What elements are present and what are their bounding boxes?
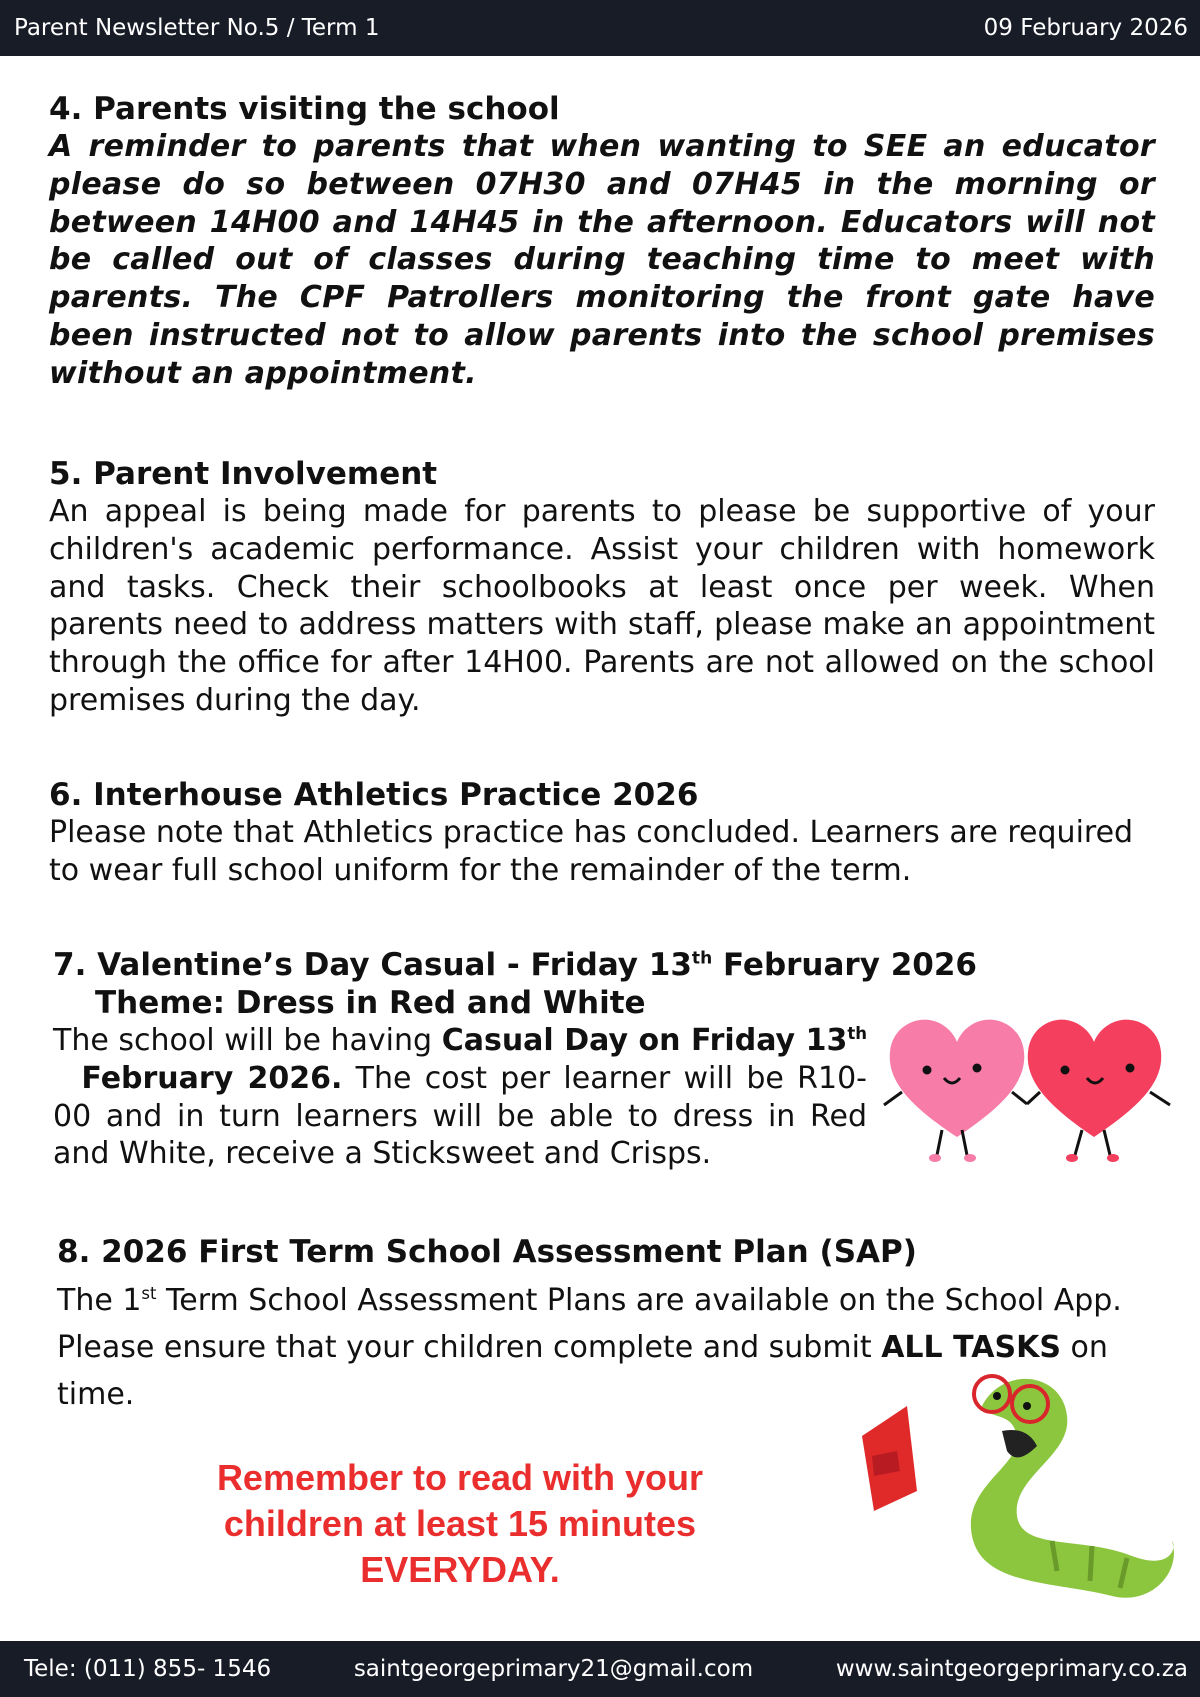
reading-reminder	[160, 1455, 760, 1593]
body-bold: February 2026.	[53, 1060, 343, 1096]
newsletter-date: 09 February 2026	[983, 15, 1188, 41]
heading-text: 7. Valentine’s Day Casual - Friday 13	[53, 947, 692, 983]
section-heading: 8. 2026 First Term School Assessment Plan (SAP)	[57, 1234, 917, 1270]
footer-website[interactable]: www.saintgeorgeprimary.co.za	[835, 1656, 1188, 1682]
section-parent-involvement	[49, 455, 1155, 720]
section-body: A reminder to parents that when wanting to SEE an educator please do so between 07H30 and 07H45 in the morning or between 14H00 and 14H45 in the afternoon. Educators will not be called out of classes during teaching time to meet with parents. The CPF Patrollers monitoring the front gate have been instructed not to allow parents into the school premises without an appointment.	[49, 129, 1155, 391]
body-text: The cost per learner will be R10-00 and in turn learners will be able to dress in Red and White, receive a Sticksweet and Crisps.	[53, 1060, 867, 1172]
heading-text: February 2026	[712, 947, 977, 983]
footer-email[interactable]: saintgeorgeprimary21@gmail.com	[353, 1656, 754, 1682]
footer-bar	[0, 1641, 1200, 1697]
body-bold: ALL TASKS	[881, 1330, 1061, 1365]
reminder-line: Remember to read with your	[216, 1457, 704, 1498]
pink-heart-icon	[884, 1020, 1027, 1162]
section-athletics	[49, 776, 1155, 890]
heading-sup: th	[691, 948, 713, 969]
footer-telephone: Tele: (011) 855- 1546	[24, 1656, 272, 1682]
reminder-line: EVERYDAY.	[360, 1549, 560, 1590]
hearts-illustration	[882, 1012, 1178, 1172]
newsletter-title: Parent Newsletter No.5 / Term 1	[14, 15, 380, 41]
body-sup: th	[847, 1024, 867, 1043]
section-body: Please note that Athletics practice has concluded. Learners are required to wear full school uniform for the remainder of the term.	[49, 815, 1134, 888]
bookworm-icon	[852, 1366, 1182, 1602]
body-text: Term School Assessment Plans are available on the School App. Please ensure that your children complete and submit	[57, 1283, 1122, 1365]
section-parents-visiting	[49, 90, 1155, 393]
body-sup: st	[141, 1284, 157, 1303]
section-heading: 6. Interhouse Athletics Practice 2026	[49, 777, 699, 813]
header-bar	[0, 0, 1200, 56]
red-heart-icon	[1027, 1020, 1170, 1162]
section-heading: 4. Parents visiting the school	[49, 91, 560, 127]
body-bold: Casual Day on Friday 13	[441, 1023, 848, 1058]
theme-heading: Theme: Dress in Red and White	[95, 985, 646, 1021]
section-heading	[53, 946, 977, 984]
section-body: An appeal is being made for parents to please be supportive of your children's academic performance. Assist your children with homework and tasks. Check their schoolbooks at least once per week. When parents need to address matters with staff, please make an appointment through the office for after 14H00. Parents are not allowed on the school premises during the day.	[49, 494, 1155, 718]
reminder-line: children at least 15 minutes	[223, 1503, 697, 1544]
section-heading: 5. Parent Involvement	[49, 456, 438, 492]
body-text: on time.	[57, 1330, 1108, 1412]
body-text: The school will be having	[53, 1023, 442, 1058]
body-text: The 1	[57, 1283, 142, 1318]
section-body	[53, 1022, 867, 1173]
section-valentines	[53, 946, 977, 1173]
